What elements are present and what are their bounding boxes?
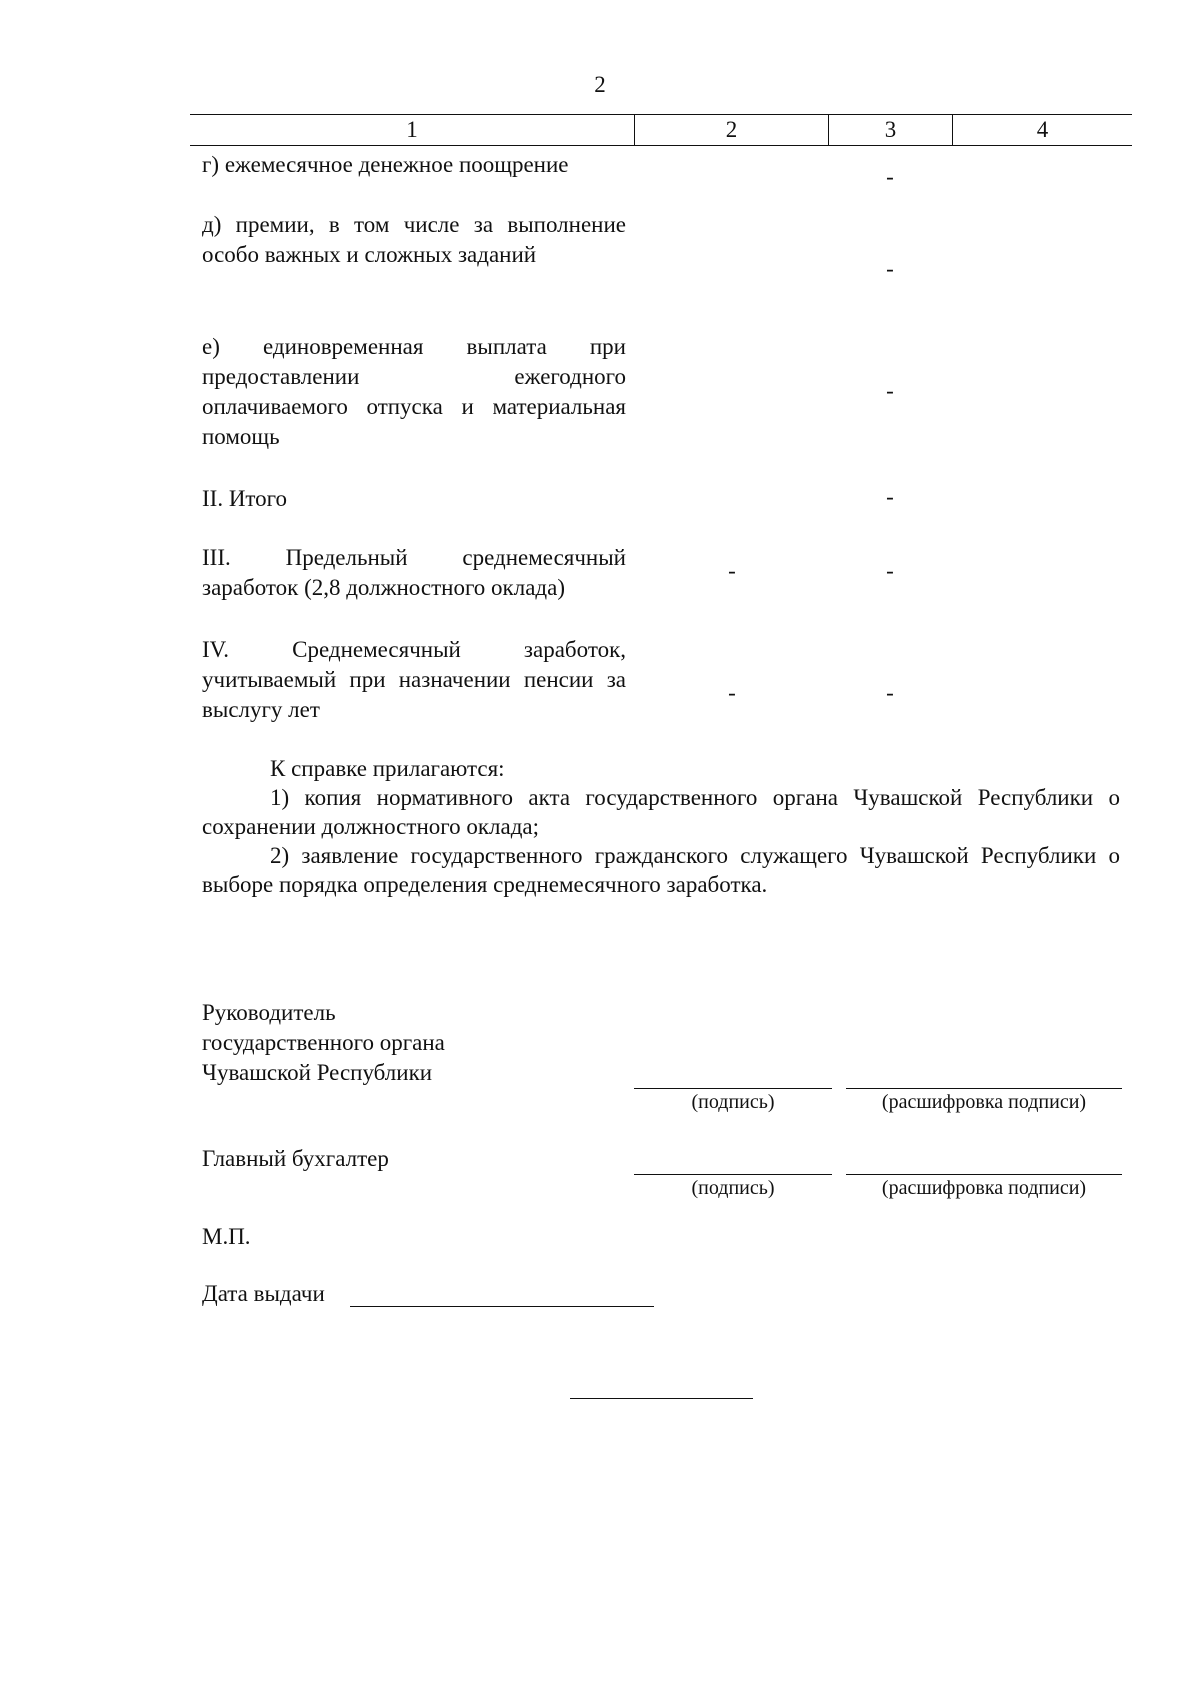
table-row [202, 210, 626, 270]
row-label: II. Итого [202, 486, 288, 511]
row-value-col2: - [728, 558, 736, 583]
table-row [202, 150, 626, 180]
head-signer-line: Чувашской Республики [202, 1060, 433, 1085]
table-row [202, 543, 626, 603]
issue-date-line [350, 1306, 654, 1307]
row-value-col3: - [886, 558, 894, 583]
table-row [202, 332, 626, 452]
table-column-header [190, 114, 1132, 146]
head-decode-line [846, 1088, 1122, 1089]
head-signature-caption: (подпись) [691, 1091, 775, 1113]
row-label: д) премии, в том числе за выполнение особо важных и сложных заданий [202, 212, 626, 267]
row-label: III. Предельный среднемесячный заработок (2,8 должностного оклада) [202, 545, 626, 600]
attachment-item: 1) копия нормативного акта государственного органа Чувашской Республики о сохранении должностного оклада; [202, 785, 1120, 839]
attachments-section [202, 754, 1120, 899]
table-row [202, 635, 626, 725]
row-label: IV. Среднемесячный заработок, учитываемый при назначении пенсии за выслугу лет [202, 637, 626, 722]
accountant-title: Главный бухгалтер [202, 1146, 389, 1171]
accountant-decode-caption: (расшифровка подписи) [881, 1177, 1087, 1199]
row-value-col3: - [886, 164, 894, 189]
page-number: 2 [594, 72, 606, 97]
row-label: е) единовременная выплата при предоставлении ежегодного оплачиваемого отпуска и материальная помощь [202, 334, 626, 449]
accountant-signature-line [634, 1174, 832, 1175]
seal-placeholder: М.П. [202, 1224, 251, 1249]
row-value-col3: - [886, 484, 894, 509]
end-of-document-line [570, 1398, 753, 1399]
column-header-2: 2 [635, 115, 829, 145]
head-decode-caption: (расшифровка подписи) [881, 1091, 1087, 1113]
head-signer-title [202, 998, 445, 1088]
row-value-col3: - [886, 378, 894, 403]
column-header-3: 3 [829, 115, 953, 145]
table-row [202, 484, 626, 514]
column-header-4: 4 [1036, 117, 1049, 142]
row-label: г) ежемесячное денежное поощрение [202, 152, 569, 177]
row-value-col2: - [728, 680, 736, 705]
attachment-item: 2) заявление государственного гражданского служащего Чувашской Республики о выборе порядка определения среднемесячного заработка. [202, 843, 1120, 897]
row-value-col3: - [886, 680, 894, 705]
row-value-col3: - [886, 256, 894, 281]
issue-date-label: Дата выдачи [202, 1281, 325, 1306]
accountant-signature-caption: (подпись) [691, 1177, 775, 1199]
accountant-decode-line [846, 1174, 1122, 1175]
head-signer-line: Руководитель [202, 1000, 336, 1025]
head-signature-line [634, 1088, 832, 1089]
column-header-1: 1 [190, 115, 635, 145]
attachments-intro: К справке прилагаются: [270, 756, 505, 781]
head-signer-line: государственного органа [202, 1030, 445, 1055]
